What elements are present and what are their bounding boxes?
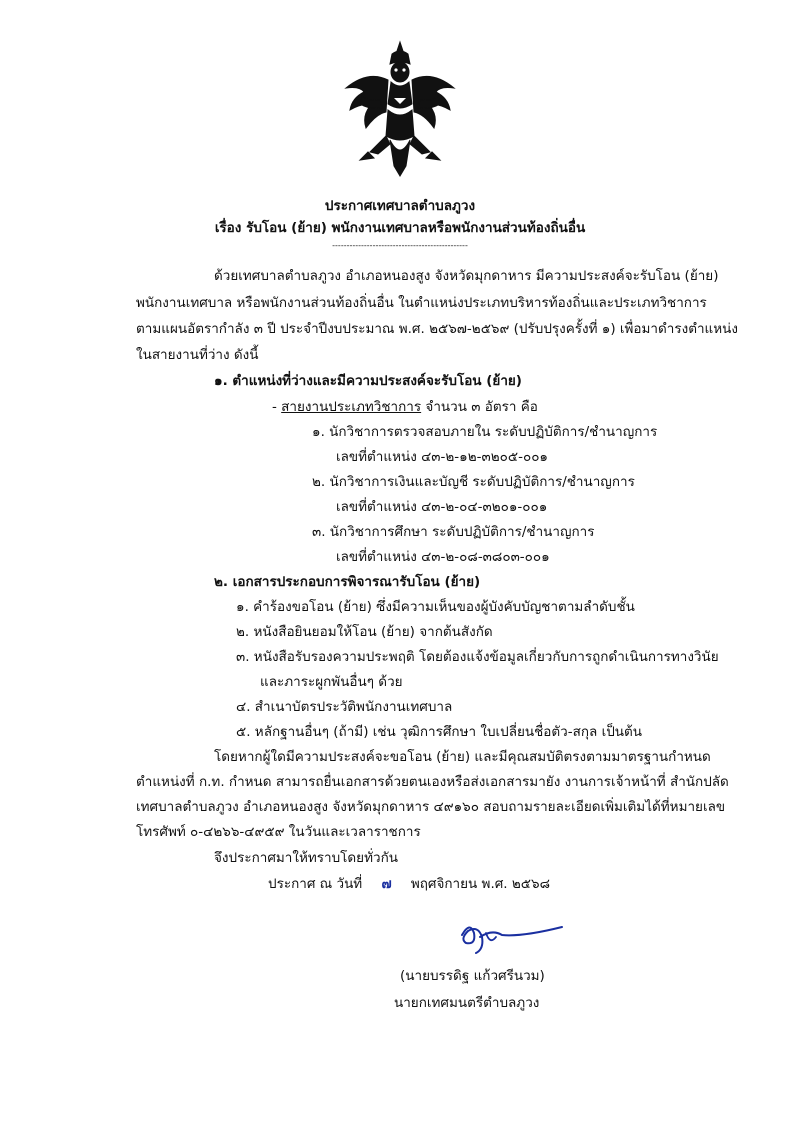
intro-line-4: ในสายงานที่ว่าง ดังนี้ [136,347,259,363]
document-item-3: ๓. หนังสือรับรองความประพฤติ โดยต้องแจ้งข้อมูลเกี่ยวกับการถูกดำเนินการทางวินัย [236,649,719,665]
header-divider: ----------------------------------------------- [332,241,468,250]
closing-line-1: โดยหากผู้ใดมีความประสงค์จะขอโอน (ย้าย) และมีคุณสมบัติตรงตามมาตรฐานกำหนด [214,749,711,765]
section2-heading: ๒. เอกสารประกอบการพิจารณารับโอน (ย้าย) [214,574,481,590]
position-group-prefix: - [272,399,282,415]
position-title-1: ๑. นักวิชาการตรวจสอบภายใน ระดับปฏิบัติการ/ชำนาญการ [312,424,658,440]
announcement-title: ประกาศเทศบาลตำบลภูวง [324,198,476,214]
announce-date [268,874,550,894]
handwritten-signature [452,915,572,960]
date-day: ๗ [381,876,392,892]
announce-statement: จึงประกาศมาให้ทราบโดยทั่วกัน [214,850,398,866]
document-item-5: ๕. หลักฐานอื่นๆ (ถ้ามี) เช่น วุฒิการศึกษา ใบเปลี่ยนชื่อตัว-สกุล เป็นต้น [236,724,642,740]
closing-line-4: โทรศัพท์ ๐-๔๒๖๖-๔๙๕๙ ในวันและเวลาราชการ [136,824,421,840]
document-item-2: ๒. หนังสือยินยอมให้โอน (ย้าย) จากต้นสังกัด [236,624,493,640]
position-number-1: เลขที่ตำแหน่ง ๔๓-๒-๑๒-๓๒๐๕-๐๐๑ [336,449,549,465]
signatory-position: นายกเทศมนตรีตำบลภูวง [394,995,540,1011]
document-item-4: ๔. สำเนาบัตรประวัติพนักงานเทศบาล [236,699,453,715]
date-month-year: พฤศจิกายน พ.ศ. ๒๕๖๘ [410,876,550,892]
document-item-1: ๑. คำร้องขอโอน (ย้าย) ซึ่งมีความเห็นของผู้บังคับบัญชาตามลำดับชั้น [236,599,635,615]
closing-line-2: ตำแหน่งที่ ก.ท. กำหนด สามารถยื่นเอกสารด้วยตนเองหรือส่งเอกสารมายัง งานการเจ้าหน้าที่ สำนักปลัด [136,774,729,790]
signatory-name: (นายบรรดิฐ แก้วศรีนวม) [400,968,545,984]
section1-heading: ๑. ตำแหน่งที่ว่างและมีความประสงค์จะรับโอน (ย้าย) [214,373,522,389]
position-number-3: เลขที่ตำแหน่ง ๔๓-๒-๐๘-๓๘๐๓-๐๐๑ [336,549,550,565]
position-group [272,397,538,417]
intro-line-3: ตามแผนอัตรากำลัง ๓ ปี ประจำปีงบประมาณ พ.ศ. ๒๕๖๗-๒๕๖๙ (ปรับปรุงครั้งที่ ๑) เพื่อมาดำรงตำแหน่ง [136,321,738,337]
closing-line-3: เทศบาลตำบลภูวง อำเภอหนองสูง จังหวัดมุกดาหาร ๔๙๑๖๐ สอบถามรายละเอียดเพิ่มเติมได้ที่หมายเลข [136,799,726,815]
announcement-subject: เรื่อง รับโอน (ย้าย) พนักงานเทศบาลหรือพนักงานส่วนท้องถิ่นอื่น [214,220,586,236]
position-number-2: เลขที่ตำแหน่ง ๔๓-๒-๐๔-๓๒๐๑-๐๐๑ [336,499,548,515]
date-prefix: ประกาศ ณ วันที่ [268,876,363,892]
position-group-name: สายงานประเภทวิชาการ [281,399,422,415]
intro-line-1: ด้วยเทศบาลตำบลภูวง อำเภอหนองสูง จังหวัดมุกดาหาร มีความประสงค์จะรับโอน (ย้าย) [214,268,719,284]
position-title-2: ๒. นักวิชาการเงินและบัญชี ระดับปฏิบัติการ/ชำนาญการ [312,474,635,490]
document-item-3-cont: และภาระผูกพันอื่นๆ ด้วย [260,674,403,690]
intro-line-2: พนักงานเทศบาล หรือพนักงานส่วนท้องถิ่นอื่น ในตำแหน่งประเภทบริหารท้องถิ่นและประเภทวิชาการ [136,295,707,311]
position-group-count: จำนวน ๓ อัตรา คือ [421,399,538,415]
position-title-3: ๓. นักวิชาการศึกษา ระดับปฏิบัติการ/ชำนาญการ [312,524,595,540]
garuda-emblem [340,40,460,180]
